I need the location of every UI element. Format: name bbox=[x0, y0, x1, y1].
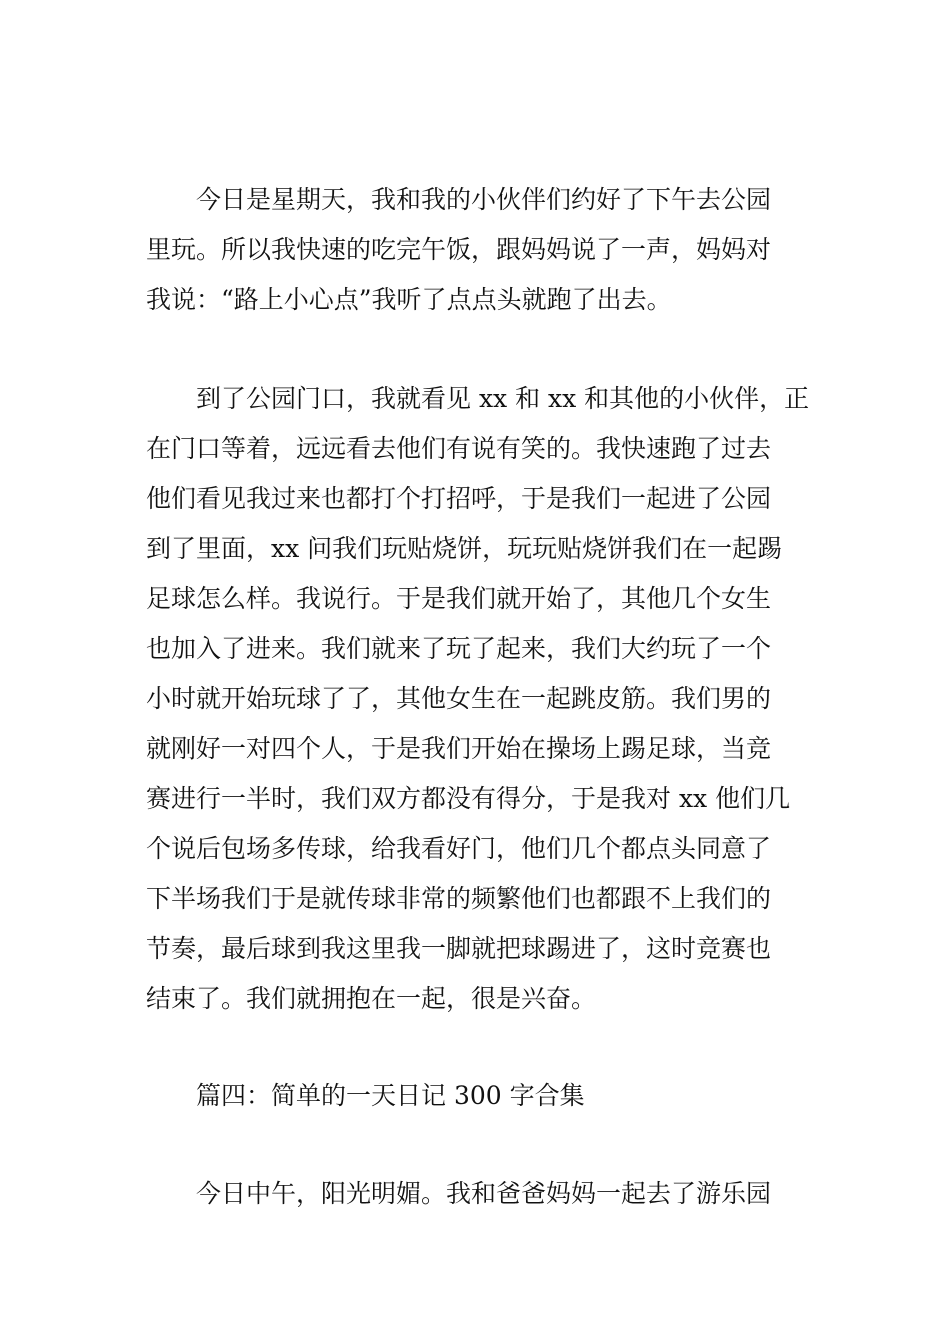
paragraph-2-line-1: 到了公园门口，我就看见 xx 和 xx 和其他的小伙伴，正 bbox=[196, 384, 810, 413]
paragraph-1-line-3: 我说：“路上小心点”我听了点点头就跑了出去。 bbox=[146, 285, 672, 314]
paragraph-2-line-2: 在门口等着，远远看去他们有说有笑的。我快速跑了过去 bbox=[146, 434, 772, 463]
paragraph-2-line-9: 赛进行一半时，我们双方都没有得分，于是我对 xx 他们几 bbox=[146, 784, 791, 813]
paragraph-2-line-13: 结束了。我们就拥抱在一起，很是兴奋。 bbox=[146, 984, 597, 1013]
paragraph-3-line-1: 今日中午，阳光明媚。我和爸爸妈妈一起去了游乐园 bbox=[196, 1179, 772, 1208]
paragraph-1-line-1: 今日是星期天，我和我的小伙伴们约好了下午去公园 bbox=[196, 185, 772, 214]
paragraph-2-line-8: 就刚好一对四个人，于是我们开始在操场上踢足球，当竞 bbox=[146, 734, 772, 763]
paragraph-2-line-4: 到了里面，xx 问我们玩贴烧饼，玩玩贴烧饼我们在一起踢 bbox=[146, 534, 783, 563]
section-title: 篇四：简单的一天日记 300 字合集 bbox=[196, 1081, 585, 1110]
paragraph-2-line-10: 个说后包场多传球，给我看好门，他们几个都点头同意了 bbox=[146, 834, 772, 863]
paragraph-2-line-7: 小时就开始玩球了了，其他女生在一起跳皮筋。我们男的 bbox=[146, 684, 772, 713]
paragraph-2-line-6: 也加入了进来。我们就来了玩了起来，我们大约玩了一个 bbox=[146, 634, 772, 663]
paragraph-2-line-12: 节奏，最后球到我这里我一脚就把球踢进了，这时竞赛也 bbox=[146, 934, 772, 963]
paragraph-2-line-3: 他们看见我过来也都打个打招呼，于是我们一起进了公园 bbox=[146, 484, 772, 513]
paragraph-2-line-5: 足球怎么样。我说行。于是我们就开始了，其他几个女生 bbox=[146, 584, 772, 613]
paragraph-1-line-2: 里玩。所以我快速的吃完午饭，跟妈妈说了一声，妈妈对 bbox=[146, 235, 772, 264]
paragraph-2-line-11: 下半场我们于是就传球非常的频繁他们也都跟不上我们的 bbox=[146, 884, 772, 913]
